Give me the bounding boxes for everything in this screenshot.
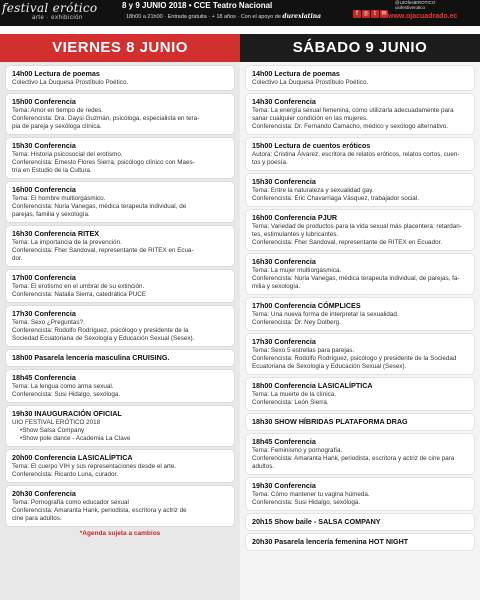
schedule-item-line: Conferencista: Fher Sandoval, representante de RITEX en Ecua- [12,247,194,254]
schedule-item [6,270,234,302]
schedule-item [6,94,234,134]
schedule-item-line: Colectivo La Duquesa Prostíbulo Poético. [252,79,369,86]
email-icon[interactable]: ✉ [381,11,387,17]
schedule-item-line: Tema: Pornografía como educador sexual [12,499,129,506]
schedule-item-line: Conferencista: Amaranta Hank, periodista, escritora y actriz de [12,507,187,514]
schedule-item-line: pia de pareja y sexóloga clínica. [12,123,102,130]
schedule-item [6,406,234,446]
schedule-item-line: Tema: La mujer multiorgásmica. [252,267,342,274]
schedule-item-line: Tema: Historia psicosocial del erotismo. [12,151,123,158]
schedule-item [246,210,474,250]
logo-subtitle: arte · exhibición [32,15,83,21]
schedule-subitem: • Show Salsa Company [12,427,229,435]
schedule-item-line: Tema: Cómo mantener tu vagina húmeda. [252,491,370,498]
social-handles [395,0,435,10]
schedule-subitem: • Show pole dance - Academia La Clave [12,435,229,443]
friday-schedule [6,66,234,537]
website-link[interactable]: www.ojacuadrado.ec [388,13,458,20]
schedule-item [6,350,234,366]
schedule-item-line: Tema: El cuerpo VIH y sus representaciones desde el arte. [12,463,177,470]
schedule-item [246,414,474,430]
schedule-item-title: 19h30 Conferencia [252,481,316,490]
schedule-item-line: Conferencista: Ernesto Flores Sierra, psicólogo clínico con Maes- [12,159,195,166]
schedule-item-line: parejas, familia y sexología. [12,211,90,218]
schedule-item-line: Conferencista: Nuria Vanegas, médica terapeuta individual, de parejas, fa- [252,275,460,282]
schedule-item-line: Tema: Amor en tiempo de redes. [12,107,103,114]
friday-column [0,34,240,600]
schedule-item-title: 15h30 Conferencia [12,141,76,150]
schedule-item-title: 20h15 Show baile - SALSA COMPANY [252,517,381,526]
schedule-item-title: 20h00 Conferencia LASICALÍPTICA [12,453,133,462]
agenda-note: *Agenda sujeta a cambios [79,530,161,537]
schedule-item-line: tes, estimulantes y lubricantes. [252,231,339,238]
schedule-item-line: Tema: Variedad de productos para la vida sexual más placentera: retardan- [252,223,462,230]
schedule-item [6,306,234,346]
event-details-text: 18h00 a 21h00 · Entrada gratuita · + 18 años · Con el apoyo de [126,14,281,20]
schedule-item-title: 18h30 SHOW HÍBRIDAS PLATAFORMA DRAG [252,417,408,426]
schedule-item-line: Sociedad Ecuatoriana de Sexología y Educación Sexual (Sesex). [12,335,195,342]
facebook-icon[interactable]: f [353,10,361,18]
event-dates: 8 y 9 JUNIO 2018 • CCE Teatro Nacional [122,1,273,10]
schedule-item-line: Conferencista: Dr. Fernando Camacho, médico y sexólogo alternativo. [252,123,449,130]
schedule-item [6,66,234,90]
schedule-item [246,378,474,410]
schedule-item [246,174,474,206]
schedule-item-title: 19h30 INAUGURACIÓN OFICIAL [12,409,122,418]
schedule-item [6,370,234,402]
schedule-item-title: 18h45 Conferencia [252,437,316,446]
schedule-item-title: 16h00 Conferencia [12,185,76,194]
schedule-item-title: 15h30 Conferencia [252,177,316,186]
schedule-item-line: Conferencista: Eric Chavarriaga Vásquez, trabajador social. [252,195,419,202]
schedule-item-title: 16h30 Conferencia [252,257,316,266]
schedule-item-line: Tema: Sexo ¿Preguntas?. [12,319,85,326]
schedule-item [246,138,474,170]
sponsor-logo: durexlatina [282,13,321,20]
schedule-item-line: Conferencista: Rodolfo Rodríguez, psicólogo y presidente de la [12,327,189,334]
schedule-item [246,94,474,134]
schedule-item-line: UIO FESTIVAL ERÓTICO 2018 [12,419,101,426]
logo-title: festival erótico [2,1,98,15]
schedule-item-title: 14h00 Lectura de poemas [252,69,340,78]
schedule-item-line: Tema: Una nueva forma de interpretar la sexualidad. [252,311,399,318]
schedule-item [246,334,474,374]
schedule-item [246,534,474,550]
schedule-item-line: Conferencista: Fher Sandoval, representante de RITEX en Ecuador. [252,239,443,246]
schedule-item-line: milia y sexología. [252,283,301,290]
schedule-item-line: Tema: Entre la naturaleza y sexualidad gay. [252,187,374,194]
event-details [126,13,321,20]
schedule-item-line: Conferencista: Susi Hidalgo, sexóloga. [12,391,121,398]
schedule-item-title: 15h00 Conferencia [12,97,76,106]
schedule-item-line: Conferencista: Dra. Daysi Guzmán, psicóloga, especialista en tera- [12,115,200,122]
schedule-item [246,478,474,510]
schedule-item-title: 18h00 Conferencia LASICALÍPTICA [252,381,373,390]
handle-2: uiofestiverotico [395,5,426,10]
schedule-item [246,434,474,474]
schedule-item-line: tría en Estudio de la Cultura. [12,167,92,174]
schedule-item-title: 14h00 Lectura de poemas [12,69,100,78]
schedule-item [246,66,474,90]
schedule-item-line: Autora: Cristina Álvarez, escritora de relatos eróticos, relatos cortos, cuen- [252,151,460,158]
schedule-item-line: sanar cualquier condición en las mujeres. [252,115,368,122]
schedule-item-title: 18h00 Pasarela lencería masculina CRUISING. [12,353,170,362]
schedule-item-title: 20h30 Pasarela lencería femenina HOT NIGHT [252,537,409,546]
schedule-item-line: Tema: La energía sexual femenina, cómo utilizarla adecuadamente para [252,107,454,114]
schedule-item-line: Tema: La lengua como arma sexual. [12,383,114,390]
schedule-item [246,254,474,294]
schedule-item-line: Conferencista: Ricardo Luna, curador. [12,471,119,478]
schedule-item [6,226,234,266]
social-icons [353,2,389,20]
saturday-column [240,34,480,600]
schedule-item-line: Tema: El erotismo en el umbral de su extinción. [12,283,145,290]
schedule-item-line: Conferencista: Susi Hidalgo, sexóloga. [252,499,361,506]
schedule-item-line: Conferencista: Natalia Sierra, catedrática PUCE [12,291,147,298]
schedule-item-line: Tema: Feminismo y pornografía. [252,447,343,454]
schedule-item-line: Conferencista: Rodolfo Rodríguez, psicólogo y presidente de la Sociedad [252,355,457,362]
schedule-item-line: cine para adultos. [12,515,62,522]
schedule-item-line: Ecuatoriana de Sexología y Educación Sexual (Sesex). [252,363,407,370]
friday-header: VIERNES 8 JUNIO [0,34,240,62]
festival-logo [2,1,120,25]
schedule-item-title: 16h30 Conferencia RITEX [12,229,100,238]
schedule-item-title: 14h30 Conferencia [252,97,316,106]
schedule-item-line: Tema: La importancia de la prevención. [12,239,122,246]
schedule-item-line: Conferencista: Dr. Ney Dolberg. [252,319,341,326]
schedule-item-line: tos y poesía. [252,159,288,166]
instagram-icon[interactable]: ◎ [363,11,369,17]
schedule-item-title: 17h00 Conferencia [12,273,76,282]
schedule-item-title: 15h00 Lectura de cuentos eróticos [252,141,371,150]
schedule-item-line: Tema: La muerte de la clínica. [252,391,336,398]
schedule-item-line: Conferencista: León Sierra. [252,399,329,406]
schedule-item-line: Tema: Sexo 5 estrellas para parejas. [252,347,355,354]
schedule-item-title: 20h30 Conferencia [12,489,76,498]
schedule-item-title: 17h30 Conferencia [12,309,76,318]
schedule-item-title: 17h30 Conferencia [252,337,316,346]
schedule-item-title: 18h45 Conferencia [12,373,76,382]
schedule-item-line: dor. [12,255,23,262]
schedule-item-line: Conferencista: Nuria Vanegas, médica terapeuta individual, de [12,203,187,210]
twitter-icon[interactable]: t [371,10,379,18]
schedule-item-line: adultos. [252,463,275,470]
saturday-schedule [246,66,474,550]
schedule-item-line: Colectivo La Duquesa Prostíbulo Poético. [12,79,129,86]
event-header-bar [0,0,480,26]
schedule-item [246,514,474,530]
schedule-item [6,138,234,178]
schedule-item [6,450,234,482]
schedule-item-line: Conferencista: Amaranta Hank, periodista, escritora y actriz de cine para [252,455,455,462]
schedule-item-title: 17h00 Conferencia CÓMPLICES [252,301,361,310]
handle-1: @UIOfestEROTICO [395,0,436,5]
saturday-header: SÁBADO 9 JUNIO [240,34,480,62]
schedule-item [6,486,234,526]
schedule-item-title: 16h00 Conferencia PJUR [252,213,338,222]
schedule-item [6,182,234,222]
schedule-item-line: Tema: El hombre multiorgásmico. [12,195,106,202]
schedule-item [246,298,474,330]
